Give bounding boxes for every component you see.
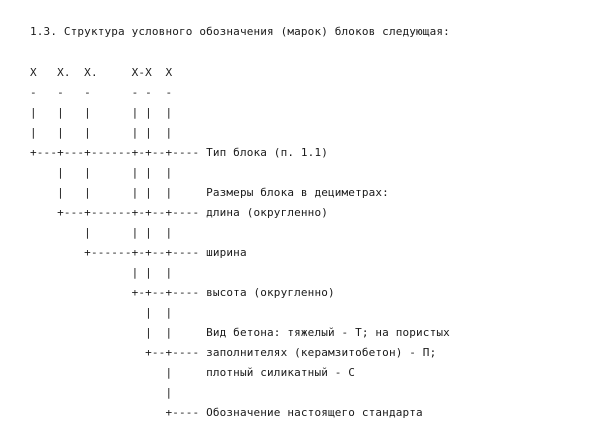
diagram-line: +---- Обозначение настоящего стандарта [30, 406, 423, 419]
diagram-line: | плотный силикатный - С [30, 366, 356, 379]
diagram-line: | | | | | [30, 166, 173, 179]
section-heading: 1.3. Структура условного обозначения (марок) блоков следующая: [30, 25, 450, 38]
diagram-line: X X. X. X-X X [30, 66, 173, 79]
diagram-line: +------+-+--+---- ширина [30, 246, 247, 259]
diagram-line: | | | | [30, 226, 173, 239]
diagram-line: | | | [30, 266, 173, 279]
diagram-line: | | | | | Размеры блока в дециметрах: [30, 186, 389, 199]
diagram-line: +--+---- заполнителях (керамзитобетон) - П; [30, 346, 437, 359]
diagram-line: | | [30, 306, 173, 319]
diagram-line: - - - - - - [30, 86, 173, 99]
diagram-line: | | | | | | [30, 126, 173, 139]
diagram-line: | | Вид бетона: тяжелый - Т; на пористых [30, 326, 450, 339]
diagram-line: +-+--+---- высота (округленно) [30, 286, 335, 299]
diagram-line: +---+------+-+--+---- длина (округленно) [30, 206, 328, 219]
diagram-line: +---+---+------+-+--+---- Тип блока (п. 1.1) [30, 146, 328, 159]
diagram-line: | | | | | | [30, 106, 173, 119]
diagram-line: | [30, 386, 173, 399]
